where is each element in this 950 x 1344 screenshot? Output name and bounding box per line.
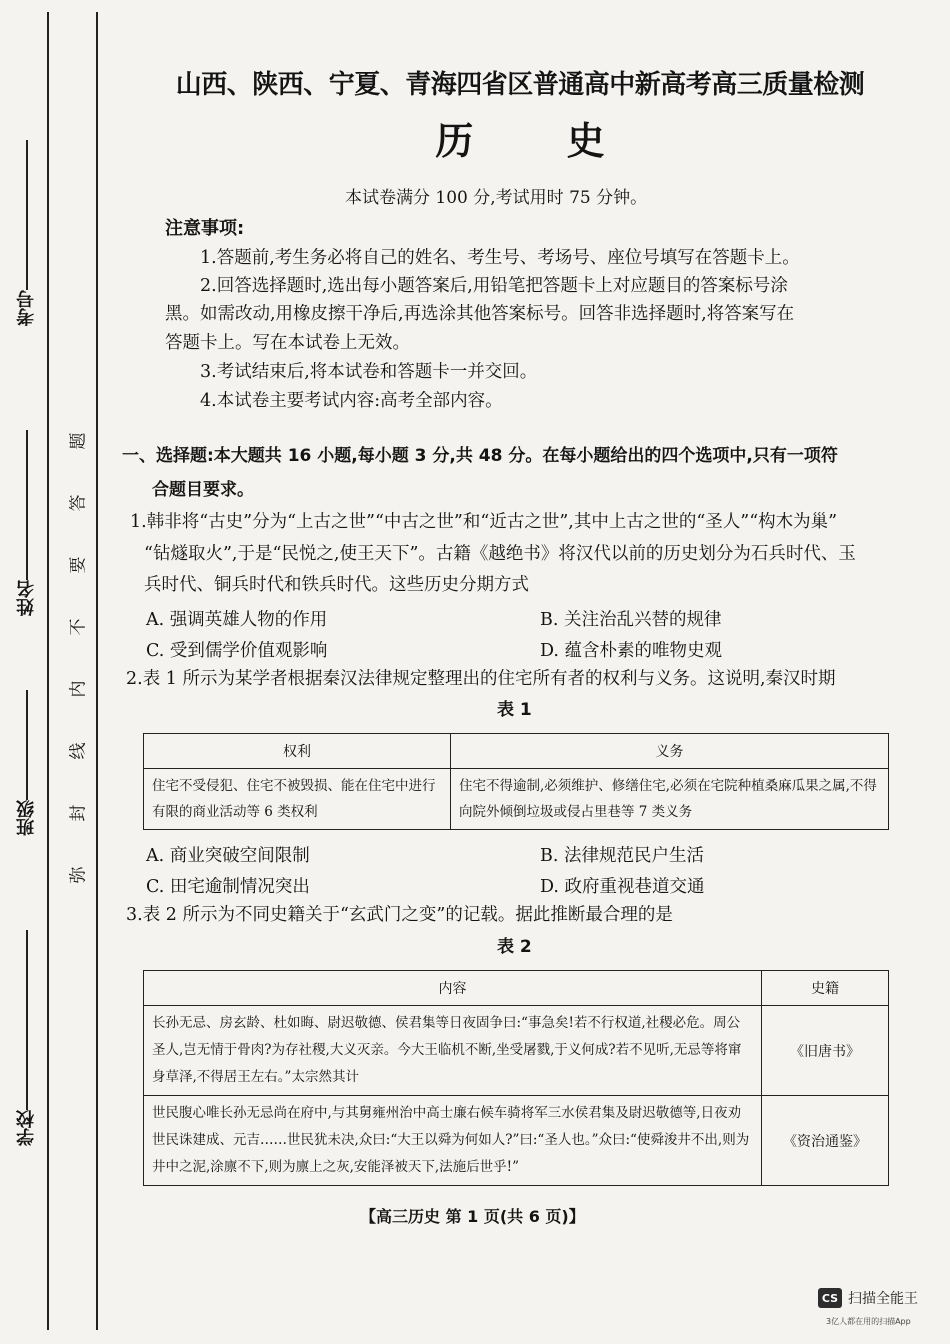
name-blank[interactable] xyxy=(26,430,27,580)
q3-stem: 3.表 2 所示为不同史籍关于“玄武门之变”的记载。据此推断最合理的是 xyxy=(126,905,673,925)
notes-line: 3.考试结束后,将本试卷和答题卡一并交回。 xyxy=(200,362,538,382)
table2-content-cell: 长孙无忌、房玄龄、杜如晦、尉迟敬德、侯君集等日夜固争曰:“事急矣!若不行权道,社稷必危。周公圣人,岂无情于骨肉?为存社稷,大义灭亲。今大王临机不断,坐受屠戮,于义何成?若不见听,无忌等将窜身草泽,不得居王左右。”太宗然其计 xyxy=(144,1006,762,1096)
notes-line: 2.回答选择题时,选出每小题答案后,用铅笔把答题卡上对应题目的答案标号涂 xyxy=(200,276,788,296)
table1 xyxy=(143,733,889,830)
table2-header-source: 史籍 xyxy=(762,971,889,1006)
q1-stem: 1.韩非将“古史”分为“上古之世”“中古之世”和“近古之世”,其中上古之世的“圣人”“构木为巢” xyxy=(130,512,838,532)
name-label: 姓名 xyxy=(16,580,37,616)
exam-number-label: 考号 xyxy=(16,290,37,326)
seal-char: 题 xyxy=(67,432,88,450)
q1-stem: 兵时代、铜兵时代和铁兵时代。这些历史分期方式 xyxy=(144,575,529,595)
q1-option-b[interactable]: B. 关注治乱兴替的规律 xyxy=(540,610,722,630)
table2-content-cell: 世民腹心唯长孙无忌尚在府中,与其舅雍州治中高士廉右候车骑将军三水侯君集及尉迟敬德等,日夜劝世民诛建成、元吉……世民犹未决,众曰:“大王以舜为何如人?”曰:“圣人也。”众曰:“使舜浚井不出,则为井中之泥,涂廪不下,则为廪上之灰,安能泽被天下,法施后世乎!” xyxy=(144,1096,762,1186)
seal-char: 不 xyxy=(67,618,88,636)
scanner-tagline: 3亿人都在用的扫描App xyxy=(826,1317,911,1326)
q2-option-c[interactable]: C. 田宅逾制情况突出 xyxy=(146,877,310,897)
seal-char: 封 xyxy=(67,804,88,822)
seal-char: 内 xyxy=(67,680,88,698)
q1-option-d[interactable]: D. 蕴含朴素的唯物史观 xyxy=(540,641,723,661)
table2-source-cell: 《资治通鉴》 xyxy=(762,1096,889,1186)
notes-line: 1.答题前,考生务必将自己的姓名、考生号、考场号、座位号填写在答题卡上。 xyxy=(200,248,800,268)
scanner-brand-name: 扫描全能王 xyxy=(848,1291,918,1307)
seal-char: 线 xyxy=(67,742,88,760)
notes-line: 4.本试卷主要考试内容:高考全部内容。 xyxy=(200,391,503,411)
class-blank[interactable] xyxy=(26,690,27,800)
score-info: 本试卷满分 100 分,考试用时 75 分钟。 xyxy=(345,188,648,208)
table1-rights-cell: 住宅不受侵犯、住宅不被毁损、能在住宅中进行有限的商业活动等 6 类权利 xyxy=(144,769,451,830)
q1-option-c[interactable]: C. 受到儒学价值观影响 xyxy=(146,641,328,661)
page-footer: 【高三历史 第 1 页(共 6 页)】 xyxy=(360,1207,585,1226)
table-row xyxy=(144,1096,889,1186)
table-row xyxy=(144,1006,889,1096)
q1-stem: “钻燧取火”,于是“民悦之,使王天下”。古籍《越绝书》将汉代以前的历史划分为石兵时代、玉 xyxy=(144,544,856,564)
q2-stem: 2.表 1 所示为某学者根据秦汉法律规定整理出的住宅所有者的权利与义务。这说明,秦汉时期 xyxy=(126,669,836,689)
school-field[interactable] xyxy=(14,930,40,1146)
exam-number-blank[interactable] xyxy=(26,140,27,290)
school-blank[interactable] xyxy=(26,930,27,1110)
subject-title: 历 史 xyxy=(435,119,605,163)
table1-header-duties: 义务 xyxy=(451,734,889,769)
table1-title: 表 1 xyxy=(497,700,532,720)
seal-line-notice xyxy=(60,410,90,906)
table1-duties-cell: 住宅不得逾制,必须维护、修缮住宅,必须在宅院种植桑麻瓜果之属,不得向院外倾倒垃圾或侵占里巷等 7 类义务 xyxy=(451,769,889,830)
binding-line-inner xyxy=(96,12,98,1330)
table2-header-content: 内容 xyxy=(144,971,762,1006)
seal-char: 要 xyxy=(67,556,88,574)
q2-option-a[interactable]: A. 商业突破空间限制 xyxy=(146,846,310,866)
table2 xyxy=(143,970,889,1186)
scanner-watermark xyxy=(818,1288,918,1308)
seal-char: 弥 xyxy=(67,866,88,884)
table2-source-cell: 《旧唐书》 xyxy=(762,1006,889,1096)
school-label: 学校 xyxy=(16,1110,37,1146)
table2-title: 表 2 xyxy=(497,937,532,957)
q2-option-b[interactable]: B. 法律规范民户生活 xyxy=(540,846,704,866)
notes-line: 黑。如需改动,用橡皮擦干净后,再选涂其他答案标号。回答非选择题时,将答案写在 xyxy=(165,304,795,324)
notes-line: 答题卡上。写在本试卷上无效。 xyxy=(165,333,410,353)
name-field[interactable] xyxy=(14,430,40,616)
camscanner-icon: CS xyxy=(818,1288,842,1308)
exam-title: 山西、陕西、宁夏、青海四省区普通高中新高考高三质量检测 xyxy=(175,70,865,100)
class-field[interactable] xyxy=(14,690,40,836)
class-label: 班级 xyxy=(16,800,37,836)
section-heading-cont: 合题目要求。 xyxy=(152,480,254,500)
table1-header-rights: 权利 xyxy=(144,734,451,769)
notes-heading: 注意事项: xyxy=(165,218,245,239)
section-heading: 一、选择题:本大题共 16 小题,每小题 3 分,共 48 分。在每小题给出的四个选项中,只有一项符 xyxy=(122,446,838,466)
exam-number-field[interactable] xyxy=(14,140,40,326)
seal-char: 答 xyxy=(67,494,88,512)
q2-option-d[interactable]: D. 政府重视巷道交通 xyxy=(540,877,705,897)
binding-line-outer xyxy=(47,12,49,1330)
q1-option-a[interactable]: A. 强调英雄人物的作用 xyxy=(146,610,328,630)
